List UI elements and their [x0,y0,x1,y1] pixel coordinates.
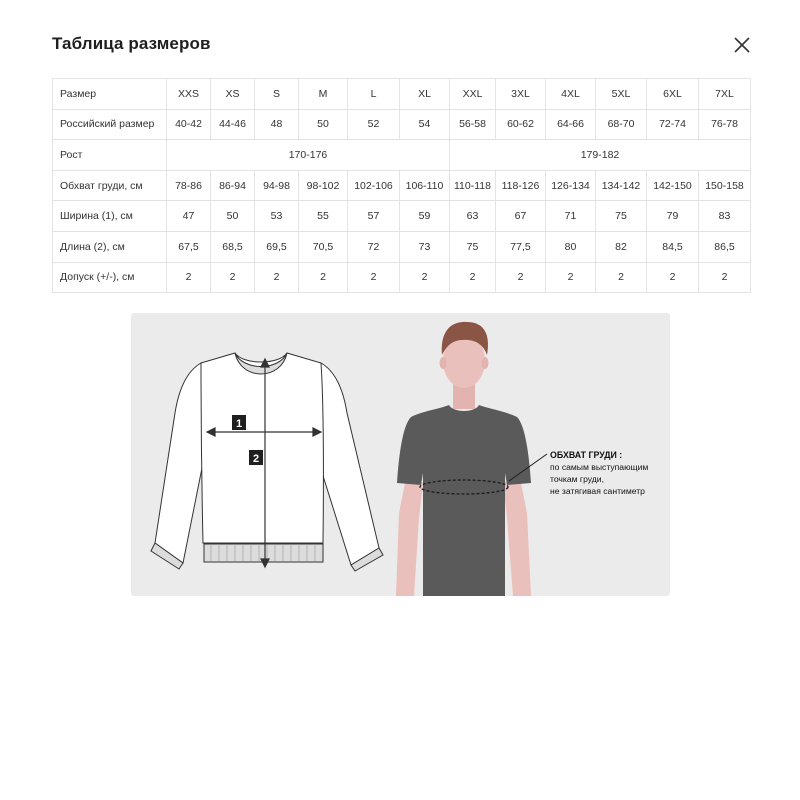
table-cell: 7XL [699,79,751,110]
row-label: Российский размер [53,109,167,140]
table-cell: XXS [167,79,211,110]
table-cell: 2 [546,262,596,293]
table-cell: 106-110 [400,170,450,201]
row-label: Длина (2), см [53,231,167,262]
table-cell: 59 [400,201,450,232]
table-cell: 80 [546,231,596,262]
table-cell: 2 [647,262,699,293]
table-cell: 110-118 [450,170,496,201]
table-cell: L [348,79,400,110]
chest-caption-title: ОБХВАТ ГРУДИ : [550,450,623,460]
table-cell: 83 [699,201,751,232]
measurement-illustration [131,313,670,596]
chest-measurement-caption [550,449,670,497]
table-cell: 118-126 [496,170,546,201]
row-label: Размер [53,79,167,110]
table-cell: 2 [255,262,299,293]
man-figure [396,322,547,596]
table-cell: 48 [255,109,299,140]
table-cell: 72 [348,231,400,262]
table-cell: 76-78 [699,109,751,140]
table-cell: XL [400,79,450,110]
modal-title: Таблица размеров [52,34,211,53]
row-size [53,79,751,110]
table-cell: 60-62 [496,109,546,140]
table-cell: 2 [699,262,751,293]
table-cell: 5XL [596,79,647,110]
table-cell: 53 [255,201,299,232]
close-icon [730,33,754,57]
chest-caption-line: не затягивая сантиметр [550,486,645,496]
table-cell: 54 [400,109,450,140]
row-label: Ширина (1), см [53,201,167,232]
table-cell: 84,5 [647,231,699,262]
table-cell: 50 [299,109,348,140]
table-cell: 78-86 [167,170,211,201]
table-cell: 64-66 [546,109,596,140]
table-cell: 2 [596,262,647,293]
size-table [52,78,751,293]
row-length [53,231,751,262]
table-cell: 55 [299,201,348,232]
table-cell: 67,5 [167,231,211,262]
table-cell: 79 [647,201,699,232]
table-cell: 68,5 [211,231,255,262]
table-cell: 86,5 [699,231,751,262]
table-cell: 126-134 [546,170,596,201]
table-cell: 98-102 [299,170,348,201]
table-cell: 2 [496,262,546,293]
row-label: Допуск (+/-), см [53,262,167,293]
table-cell: 56-58 [450,109,496,140]
row-height [53,140,751,171]
table-cell: 134-142 [596,170,647,201]
table-cell: 77,5 [496,231,546,262]
table-cell: 2 [450,262,496,293]
close-button[interactable] [730,33,754,57]
table-cell: 86-94 [211,170,255,201]
table-cell: 142-150 [647,170,699,201]
svg-text:2: 2 [252,453,260,465]
row-width [53,201,751,232]
marker-length [249,450,263,465]
table-cell: 69,5 [255,231,299,262]
table-cell: 2 [299,262,348,293]
table-cell: M [299,79,348,110]
row-russian-size [53,109,751,140]
table-cell: 4XL [546,79,596,110]
table-cell: XS [211,79,255,110]
svg-text:1: 1 [235,418,243,430]
table-cell: 3XL [496,79,546,110]
chest-caption-line: точкам груди, [550,474,604,484]
table-cell: 2 [167,262,211,293]
table-cell: 6XL [647,79,699,110]
table-cell: 40-42 [167,109,211,140]
table-cell: 150-158 [699,170,751,201]
table-cell: 63 [450,201,496,232]
row-tolerance [53,262,751,293]
row-chest [53,170,751,201]
table-cell: 72-74 [647,109,699,140]
table-cell: 52 [348,109,400,140]
table-cell: 75 [450,231,496,262]
sweatshirt-drawing [151,353,383,571]
table-cell: 179-182 [450,140,751,171]
table-cell: 82 [596,231,647,262]
table-cell: 50 [211,201,255,232]
table-cell: S [255,79,299,110]
table-cell: 67 [496,201,546,232]
table-cell: 170-176 [167,140,450,171]
table-cell: 102-106 [348,170,400,201]
table-cell: 2 [400,262,450,293]
table-cell: 44-46 [211,109,255,140]
table-cell: 68-70 [596,109,647,140]
table-cell: 47 [167,201,211,232]
table-cell: 2 [211,262,255,293]
table-cell: 2 [348,262,400,293]
row-label: Обхват груди, см [53,170,167,201]
table-cell: 75 [596,201,647,232]
table-cell: 57 [348,201,400,232]
marker-width [232,415,246,430]
table-cell: 94-98 [255,170,299,201]
row-label: Рост [53,140,167,171]
chest-caption-line: по самым выступающим [550,462,649,472]
table-cell: XXL [450,79,496,110]
table-cell: 71 [546,201,596,232]
table-cell: 70,5 [299,231,348,262]
table-cell: 73 [400,231,450,262]
